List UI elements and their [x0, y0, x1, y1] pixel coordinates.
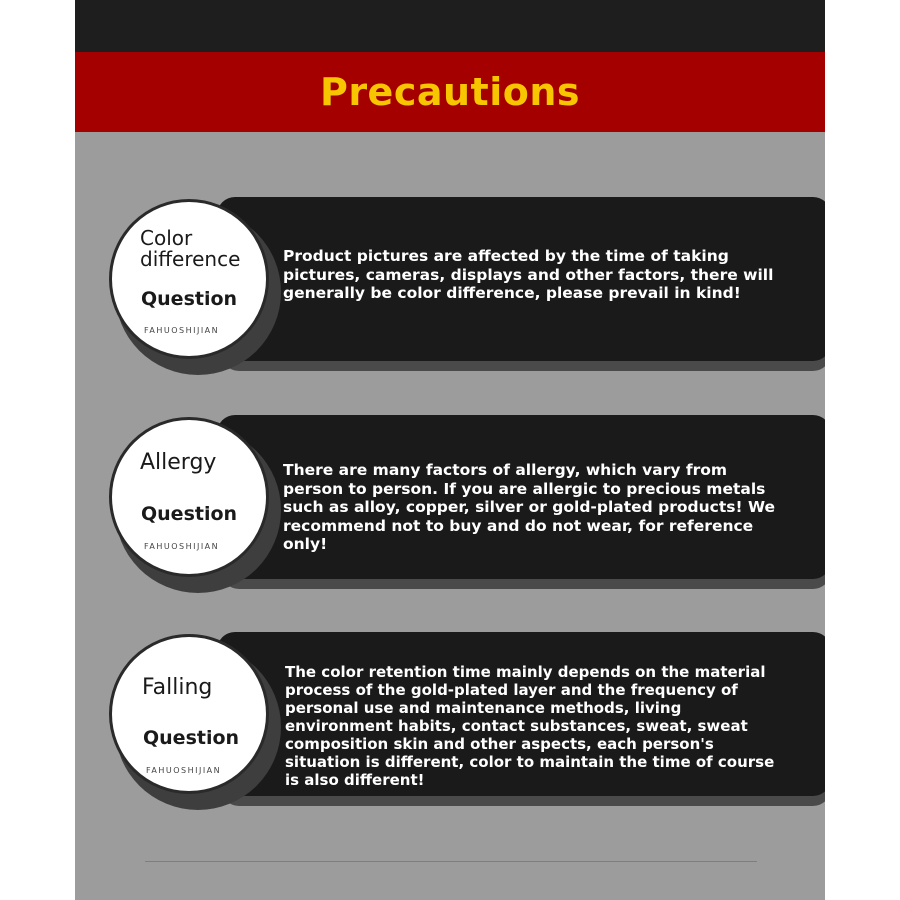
card-description: Product pictures are affected by the time of taking pictures, cameras, displays and other factors, there will generally be color difference, please prevail in kind!: [283, 247, 774, 302]
badge-title: Color difference: [140, 226, 241, 271]
bottom-divider: [145, 861, 757, 862]
page-title: Precautions: [319, 70, 581, 114]
card-description: There are many factors of allergy, which vary from person to person. If you are allergic to precious metals such as alloy, copper, silver or gold-plated products! We recommend not to buy and do not wear, for reference only!: [283, 461, 775, 553]
badge-question-label: Question: [143, 727, 240, 749]
question-badge: [109, 634, 269, 794]
precaution-card-allergy: [117, 415, 787, 577]
badge-question-label: Question: [141, 288, 238, 310]
card-description: The color retention time mainly depends on the material process of the gold-plated layer and the frequency of personal use and maintenance methods, living environment habits, contact substances, sweat, sweat composition skin and other aspects, each person's situation is different, color to maintain the time of course is also different!: [285, 663, 775, 789]
badge-question-label: Question: [141, 503, 238, 525]
badge-subtitle: FAHUOSHIJIAN: [144, 326, 220, 335]
question-badge: [109, 199, 269, 359]
badge-title: Falling: [142, 675, 213, 700]
precaution-card-falling: [117, 632, 787, 794]
badge-subtitle: FAHUOSHIJIAN: [146, 766, 222, 775]
badge-subtitle: FAHUOSHIJIAN: [144, 542, 220, 551]
header-banner: [75, 52, 825, 132]
precaution-card-color-difference: [117, 197, 787, 359]
badge-title: Allergy: [140, 450, 217, 475]
precautions-poster: [75, 0, 825, 900]
top-bar: [75, 0, 825, 52]
question-badge: [109, 417, 269, 577]
